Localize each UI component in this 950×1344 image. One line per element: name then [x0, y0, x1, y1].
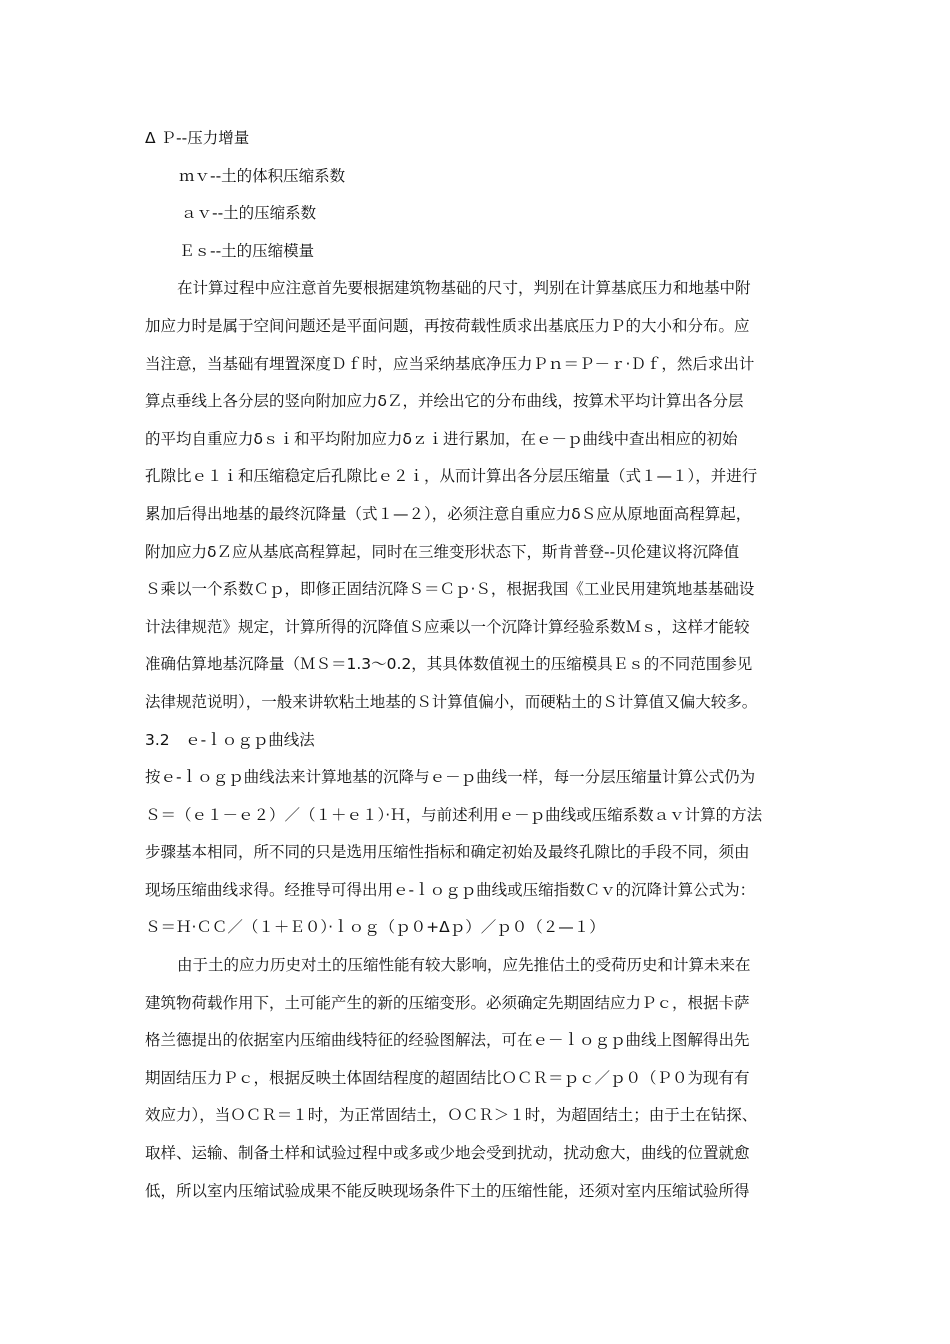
- definition-es: Ｅｓ--土的压缩模量: [179, 241, 315, 260]
- definition-av: ａｖ--土的压缩系数: [181, 204, 317, 223]
- paragraph-line: 低，所以室内压缩试验成果不能反映现场条件下土的压缩性能，还须对室内压缩试验所得: [145, 1181, 750, 1200]
- paragraph-line: 的平均自重应力δｓｉ和平均附加应力δｚｉ进行累加，在ｅ－ｐ曲线中查出相应的初始: [145, 429, 738, 448]
- paragraph-stress-history: [145, 947, 817, 1210]
- paragraph-line: Ｓ乘以一个系数Ｃｐ，即修正固结沉降Ｓ＝Ｃｐ·Ｓ，根据我国《工业民用建筑地基基础设: [145, 580, 755, 599]
- paragraph-line: 计法律规范》规定，计算所得的沉降值Ｓ应乘以一个沉降计算经验系数Ｍｓ，这样才能较: [145, 617, 750, 636]
- paragraph-line: 附加应力δＺ应从基底高程算起，同时在三维变形状态下，斯肯普登--贝伦建议将沉降值: [145, 542, 740, 561]
- paragraph-line: 法律规范说明），一般来讲软粘土地基的Ｓ计算值偏小，而硬粘土的Ｓ计算值又偏大较多。: [145, 692, 758, 711]
- paragraph-line: 算点垂线上各分层的竖向附加应力δＺ，并绘出它的分布曲线，按算术平均计算出各分层: [145, 392, 744, 411]
- definition-delta-p: Δ Ｐ--压力增量: [145, 129, 250, 147]
- paragraph-line: 累加后得出地基的最终沉降量（式１—２），必须注意自重应力δＳ应从原地面高程算起，: [145, 504, 752, 523]
- paragraph-line: 期固结压力Ｐｃ，根据反映土体固结程度的超固结比ＯＣＲ＝ｐｃ／ｐ０（Ｐ０为现有有: [145, 1068, 750, 1087]
- paragraph-line: 加应力时是属于空间问题还是平面问题，再按荷载性质求出基底压力Ｐ的大小和分布。应: [145, 316, 750, 335]
- paragraph-line: 建筑物荷载作用下，土可能产生的新的压缩变形。必须确定先期固结应力Ｐｃ，根据卡萨: [145, 993, 750, 1012]
- section-heading: 3.2 ｅ-ｌｏｇｐ曲线法: [145, 730, 315, 749]
- paragraph-line: 由于土的应力历史对土的压缩性能有较大影响，应先推估土的受荷历史和计算未来在: [177, 956, 751, 975]
- paragraph-line: 在计算过程中应注意首先要根据建筑物基础的尺寸，判别在计算基底压力和地基中附: [177, 279, 751, 298]
- paragraph-line: 孔隙比ｅ１ｉ和压缩稳定后孔隙比ｅ２ｉ，从而计算出各分层压缩量（式１—１），并进行: [145, 467, 758, 486]
- paragraph-line: 取样、运输、制备土样和试验过程中或多或少地会受到扰动，扰动愈大，曲线的位置就愈: [145, 1144, 750, 1163]
- paragraph-line: 当注意，当基础有埋置深度Ｄｆ时，应当采纳基底净压力Ｐｎ＝Ｐ－ｒ·Ｄｆ，然后求出计: [145, 354, 755, 373]
- document-page: [145, 120, 817, 1210]
- paragraph-line: 按ｅ-ｌｏｇｐ曲线法来计算地基的沉降与ｅ－ｐ曲线一样，每一分层压缩量计算公式仍为: [145, 768, 756, 787]
- paragraph-line: 步骤基本相同，所不同的只是选用压缩性指标和确定初始及最终孔隙比的手段不同，须由: [145, 843, 750, 862]
- formula-line: Ｓ＝Ｈ·ＣＣ／（１＋Ｅ０）·ｌｏｇ（ｐ０+Δｐ）／ｐ０（２—１）: [145, 918, 605, 937]
- paragraph-line: 格兰德提出的依据室内压缩曲线特征的经验图解法，可在ｅ－ｌｏｇｐ曲线上图解得出先: [145, 1031, 750, 1050]
- definition-mv: ｍｖ--土的体积压缩系数: [179, 166, 346, 185]
- paragraph-e-logp-method: [145, 759, 817, 947]
- paragraph-line: 效应力），当ＯＣＲ＝１时，为正常固结土，ＯＣＲ＞１时，为超固结土；由于土在钻探、: [145, 1106, 758, 1125]
- paragraph-line: 现场压缩曲线求得。经推导可得出用ｅ-ｌｏｇｐ曲线或压缩指数Ｃｖ的沉降计算公式为：: [145, 880, 756, 899]
- paragraph-line: Ｓ＝（ｅ１－ｅ２）／（１＋ｅ１）·Ｈ，与前述利用ｅ－ｐ曲线或压缩系数ａｖ计算的方法: [145, 805, 763, 824]
- paragraph-line: 准确估算地基沉降量（ＭＳ＝1.3～0.2，其具体数值视土的压缩模具Ｅｓ的不同范围参见: [145, 655, 753, 674]
- paragraph-settlement-calculation: [145, 270, 817, 721]
